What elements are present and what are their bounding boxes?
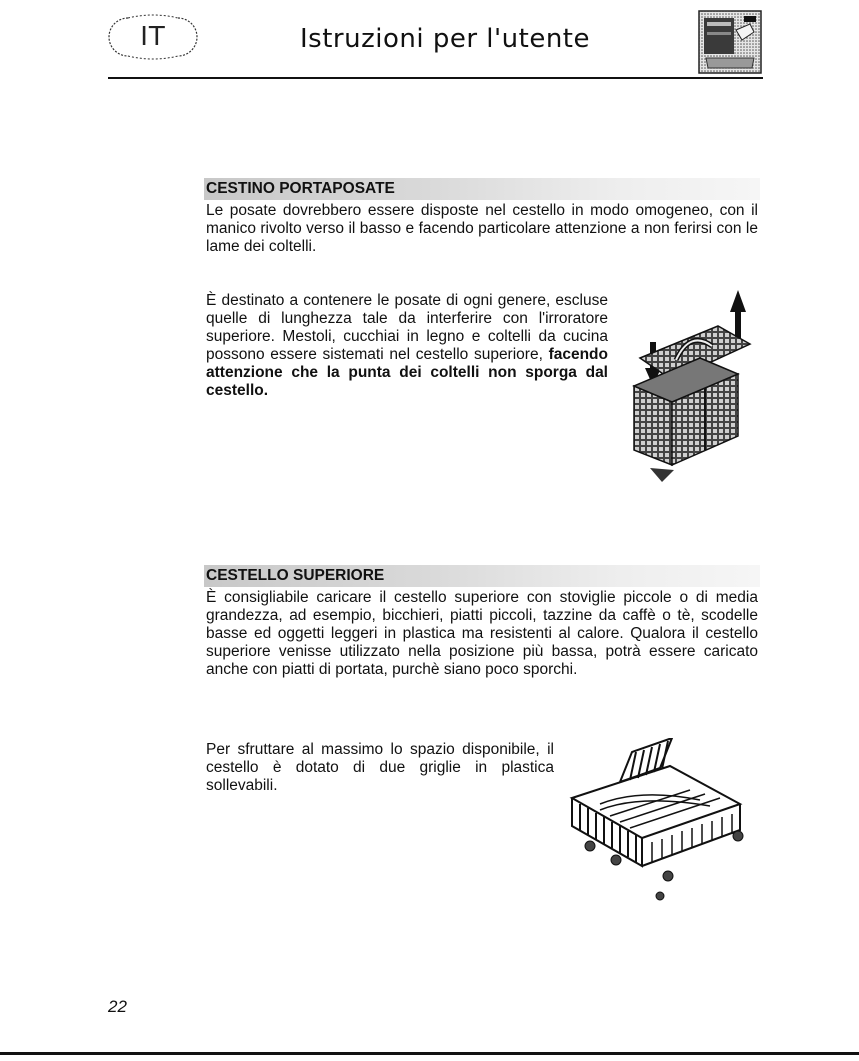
- section-body-upper-rack: Per sfruttare al massimo lo spazio disponibile, il cestello è dotato di due griglie in plastica sollevabili.: [206, 741, 554, 794]
- section-heading-cutlery-basket: [204, 178, 760, 200]
- section-intro-cutlery-basket: Le posate dovrebbero essere disposte nel cestello in modo omogeneo, con il manico rivolto verso il basso e facendo particolare attenzione a non ferirsi con le lame dei coltelli.: [206, 202, 758, 255]
- language-code: IT: [140, 22, 166, 52]
- dishwasher-icon: [698, 10, 762, 79]
- header-divider: [108, 77, 763, 79]
- section-body-cutlery-basket: [206, 292, 608, 400]
- section-heading-upper-rack: [204, 565, 760, 587]
- language-badge: [108, 14, 198, 60]
- bottom-border: [0, 1052, 859, 1055]
- cutlery-basket-icon: [610, 290, 760, 490]
- section-heading-text: CESTINO PORTAPOSATE: [206, 180, 395, 197]
- section-heading-text: CESTELLO SUPERIORE: [206, 567, 385, 584]
- page-title: Istruzioni per l'utente: [300, 24, 590, 54]
- section-intro-upper-rack: È consigliabile caricare il cestello superiore con stoviglie piccole o di media grandezza, ad esempio, bicchieri, piatti piccoli, tazzine da caffè o tè, scodelle basse ed oggetti leggeri in plastica ma resistenti al calore. Qualora il cestello superiore venisse utilizzato nella posizione più bassa, potrà essere caricato anche con piatti di portata, purchè siano poco sporchi.: [206, 589, 758, 678]
- page-number: 22: [108, 997, 127, 1016]
- body-warning-text: facendo attenzione che la punta dei coltelli non sporga dal cestello.: [206, 346, 608, 399]
- body-text: È destinato a contenere le posate di ogni genere, escluse quelle di lunghezza tale da interferire con l'irroratore superiore. Mestoli, cucchiai in legno e coltelli da cucina possono essere sistemati nel cestello superiore,: [206, 292, 608, 363]
- upper-rack-icon: [560, 738, 750, 908]
